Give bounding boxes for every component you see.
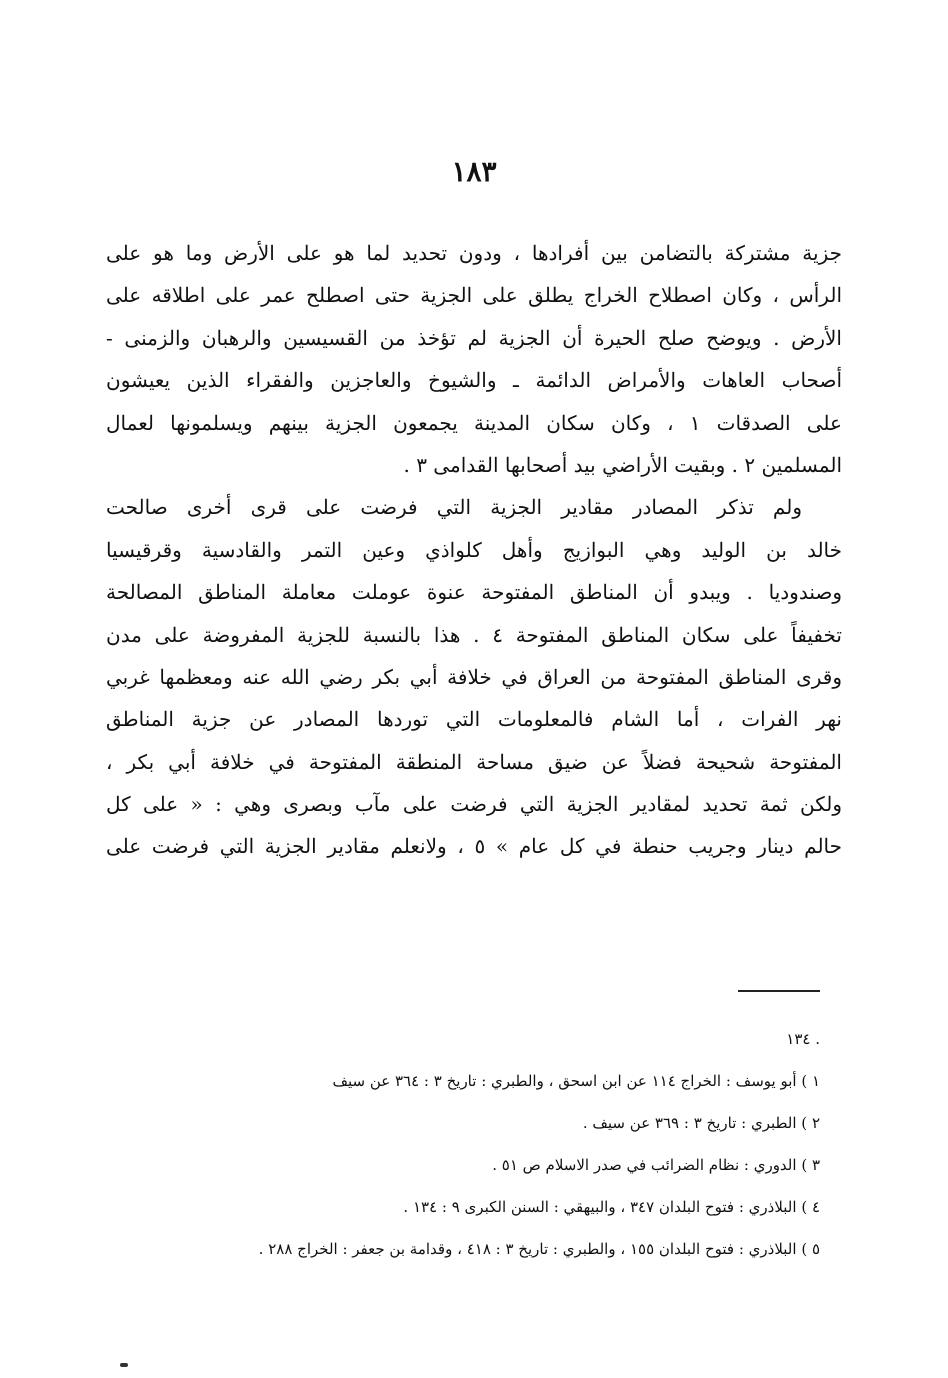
footnote-divider <box>738 990 820 992</box>
footnote-continuation: . ١٣٤ <box>786 1030 820 1048</box>
footnote-2: ٢ ) الطبري : تاريخ ٣ : ٣٦٩ عن سيف . <box>582 1114 820 1132</box>
body-line: جزية مشتركة بالتضامن بين أفرادها ، ودون تحديد لما هو على الأرض وما هو على <box>106 241 842 265</box>
body-line: على الصدقات ١ ، وكان سكان المدينة يجمعون الجزية بينهم ويسلمونها لعمال <box>106 410 842 435</box>
paragraph-start-line: ولم تذكر المصادر مقادير الجزية التي فرضت على قرى أخرى صالحت <box>106 495 802 520</box>
body-line: وصندوديا . ويبدو أن المناطق المفتوحة عنوة عوملت معاملة المناطق المصالحة <box>106 580 842 605</box>
footnote-4: ٤ ) البلاذري : فتوح البلدان ٣٤٧ ، والبيهقي : السنن الكبرى ٩ : ١٣٤ . <box>403 1198 820 1216</box>
body-line: وقرى المناطق المفتوحة من العراق في خلافة أبي بكر رضي الله عنه ومعظمها غربي <box>106 664 842 689</box>
body-line: خالد بن الوليد وهي البوازيج وأهل كلواذي وعين التمر والقادسية وقرقيسيا <box>106 537 842 562</box>
page-number: ١٨٣ <box>451 155 497 188</box>
footnotes <box>120 1018 820 1270</box>
body-line: المسلمين ٢ . وبقيت الأراضي بيد أصحابها القدامى ٣ . <box>403 452 842 477</box>
body-line: حالم دينار وجريب حنطة في كل عام » ٥ ، ولانعلم مقادير الجزية التي فرضت على <box>106 834 842 859</box>
scan-speck <box>120 1363 128 1367</box>
body-line: نهر الفرات ، أما الشام فالمعلومات التي توردها المصادر عن جزية المناطق <box>106 707 842 732</box>
body-line: ولكن ثمة تحديد لمقادير الجزية التي فرضت على مآب وبصرى وهي : « على كل <box>106 792 842 817</box>
body-text <box>106 232 842 868</box>
body-line: الأرض . ويوضح صلح الحيرة أن الجزية لم تؤخذ من القسيسين والرهبان والزمنى - <box>106 325 842 350</box>
body-line: تخفيفاً على سكان المناطق المفتوحة ٤ . هذا بالنسبة للجزية المفروضة على مدن <box>106 622 842 647</box>
footnote-1: ١ ) أبو يوسف : الخراج ١١٤ عن ابن اسحق ، والطبري : تاريخ ٣ : ٣٦٤ عن سيف <box>332 1072 820 1090</box>
footnote-3: ٣ ) الدوري : نظام الضرائب في صدر الاسلام ص ٥١ . <box>492 1156 820 1174</box>
body-line: الرأس ، وكان اصطلاح الخراج يطلق على الجزية حتى اصطلح عمر على اطلاقه على <box>106 283 842 308</box>
body-line: المفتوحة شحيحة فضلاً عن ضيق مساحة المنطقة المفتوحة في خلافة أبي بكر ، <box>106 749 842 774</box>
body-line: أصحاب العاهات والأمراض الدائمة ـ والشيوخ والعاجزين والفقراء الذين يعيشون <box>106 368 842 393</box>
footnote-5: ٥ ) البلاذري : فتوح البلدان ١٥٥ ، والطبري : تاريخ ٣ : ٤١٨ ، وقدامة بن جعفر : الخراج ٢٨٨ . <box>258 1240 820 1258</box>
